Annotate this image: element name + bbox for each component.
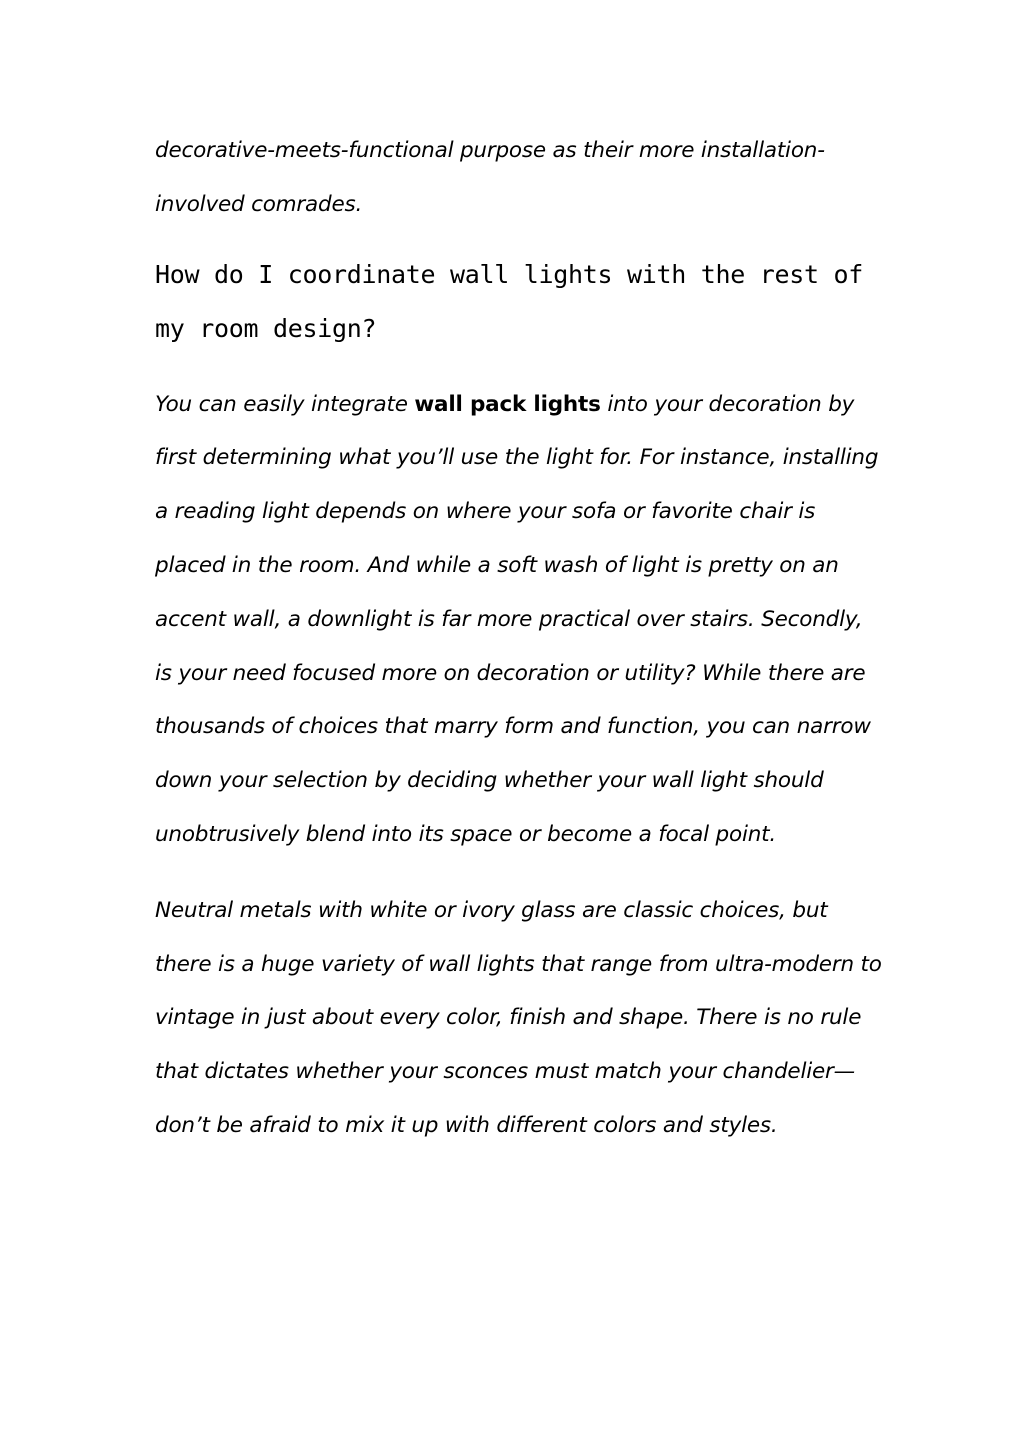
integration-paragraph — [155, 378, 885, 862]
style-paragraph: Neutral metals with white or ivory glass are classic choices, but there is a huge variety of wall lights that range from ultra-modern to vintage in just about every color, finish and shape. There is no rule that dictates whether your sconces must match your chandelier—don’t be afraid to mix it up with different colors and styles. — [155, 897, 882, 1138]
wall-pack-lights-term: wall pack lights — [414, 391, 601, 417]
document-page — [155, 124, 885, 1153]
section-heading: How do I coordinate wall lights with the rest of my room design? — [155, 259, 864, 343]
paragraph-text-before: You can easily integrate — [155, 391, 415, 417]
paragraph-text-after: into your decoration by first determining what you’ll use the light for. For instance, installing a reading light depends on where your sofa or favorite chair is placed in the room. And while a soft wash of light is pretty on an accent wall, a downlight is far more practical over stairs. Secondly, is your need focused more on decoration or utility? While there are thousands of choices that marry form and function, you can narrow down your selection by deciding whether your wall light should unobtrusively blend into its space or become a focal point. — [155, 391, 879, 847]
intro-paragraph: decorative-meets-functional purpose as their more installation-involved comrades. — [155, 138, 825, 217]
